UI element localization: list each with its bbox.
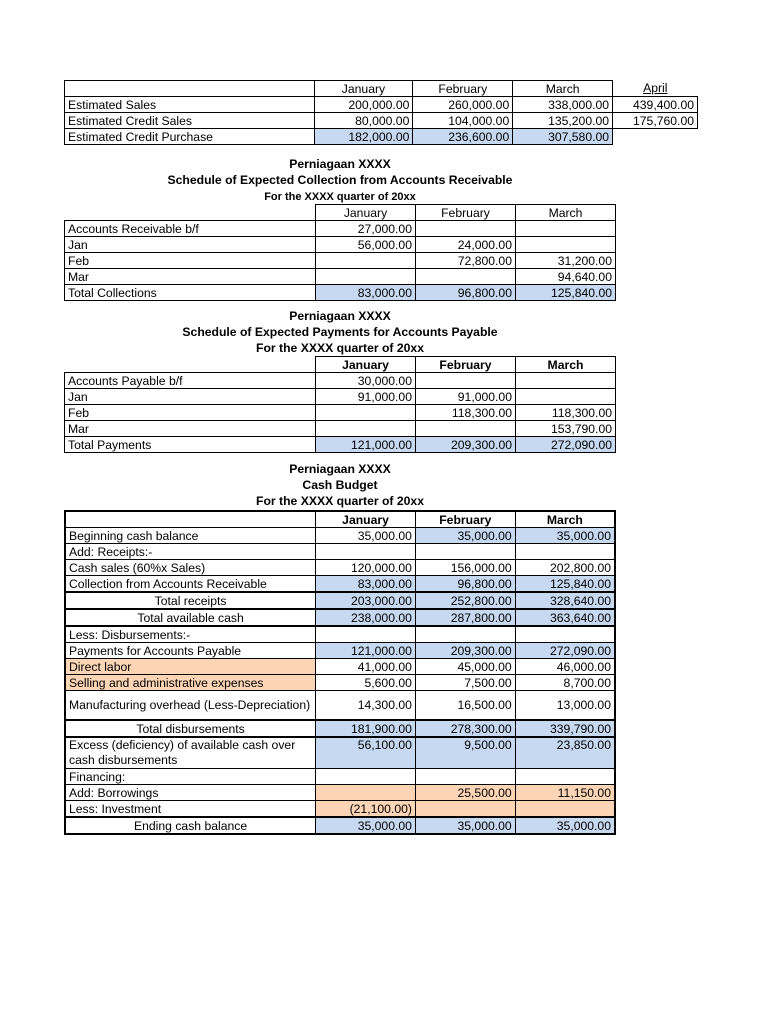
budget-header-feb: February xyxy=(415,511,515,528)
summary-cell: 104,000.00 xyxy=(413,113,513,129)
budget-cell: 14,300.00 xyxy=(316,691,416,721)
payments-total-cell: 209,300.00 xyxy=(416,437,516,453)
budget-cell xyxy=(415,801,515,818)
summary-cell: 182,000.00 xyxy=(314,129,413,145)
summary-header-blank xyxy=(65,81,315,97)
budget-cell xyxy=(515,769,615,785)
budget-cell: 156,000.00 xyxy=(415,560,515,576)
budget-cell xyxy=(316,544,416,560)
budget-cell: 35,000.00 xyxy=(316,817,416,834)
collection-row-label: Accounts Receivable b/f xyxy=(65,221,316,237)
collection-cell xyxy=(416,269,516,285)
budget-cell: 121,000.00 xyxy=(316,643,416,659)
payments-total-label: Total Payments xyxy=(65,437,316,453)
collection-cell: 56,000.00 xyxy=(316,237,416,253)
payments-cell: 91,000.00 xyxy=(416,389,516,405)
collection-header-mar: March xyxy=(516,205,616,221)
budget-cell: 41,000.00 xyxy=(316,659,416,675)
payments-header-blank xyxy=(65,357,316,373)
summary-cell: 236,600.00 xyxy=(413,129,513,145)
budget-row-label: Excess (deficiency) of available cash over cash disbursements xyxy=(65,737,316,769)
collection-row-label: Mar xyxy=(65,269,316,285)
summary-row-label: Estimated Credit Purchase xyxy=(65,129,315,145)
budget-cell: 7,500.00 xyxy=(415,675,515,691)
budget-subtotal-label: Total receipts xyxy=(65,592,316,609)
payments-cell xyxy=(316,405,416,421)
budget-cell: (21,100.00) xyxy=(316,801,416,818)
summary-header-apr: April xyxy=(613,81,698,97)
payments-total-cell: 121,000.00 xyxy=(316,437,416,453)
budget-cell: 25,500.00 xyxy=(415,785,515,801)
budget-cell: 202,800.00 xyxy=(515,560,615,576)
collection-row-label: Feb xyxy=(65,253,316,269)
cash-budget-table xyxy=(64,510,616,835)
budget-cell xyxy=(316,769,416,785)
budget-cell: 9,500.00 xyxy=(415,737,515,769)
budget-cell: 16,500.00 xyxy=(415,691,515,721)
budget-header-blank xyxy=(65,511,316,528)
budget-row-label: Payments for Accounts Payable xyxy=(65,643,316,659)
budget-header-mar: March xyxy=(515,511,615,528)
summary-cell: 200,000.00 xyxy=(314,97,413,113)
payments-cell: 91,000.00 xyxy=(316,389,416,405)
budget-cell: 238,000.00 xyxy=(316,609,416,626)
budget-cell: 35,000.00 xyxy=(515,528,615,544)
budget-cell: 96,800.00 xyxy=(415,576,515,593)
budget-row-label: Less: Investment xyxy=(65,801,316,818)
budget-row-label: Financing: xyxy=(65,769,316,785)
collection-total-cell: 96,800.00 xyxy=(416,285,516,301)
payments-total-cell: 272,090.00 xyxy=(516,437,616,453)
collection-cell: 27,000.00 xyxy=(316,221,416,237)
sales-summary-table xyxy=(64,80,698,145)
collection-row-label: Jan xyxy=(65,237,316,253)
payments-row-label: Mar xyxy=(65,421,316,437)
budget-cell: 203,000.00 xyxy=(316,592,416,609)
collection-cell xyxy=(316,253,416,269)
payments-company: Perniagaan XXXX xyxy=(289,309,391,323)
budget-cell: 35,000.00 xyxy=(515,817,615,834)
payments-table xyxy=(64,356,616,453)
collection-cell: 31,200.00 xyxy=(516,253,616,269)
payments-title: Schedule of Expected Payments for Accounts Payable xyxy=(182,325,498,339)
budget-cell xyxy=(515,801,615,818)
budget-cell: 5,600.00 xyxy=(316,675,416,691)
budget-cell: 83,000.00 xyxy=(316,576,416,593)
summary-header-jan: January xyxy=(314,81,413,97)
summary-cell: 307,580.00 xyxy=(513,129,613,145)
summary-cell: 80,000.00 xyxy=(314,113,413,129)
budget-subtotal-label: Total disbursements xyxy=(65,720,316,737)
payments-cell xyxy=(416,373,516,389)
collection-title: Schedule of Expected Collection from Accounts Receivable xyxy=(167,173,513,187)
budget-row-label: Less: Disbursements:- xyxy=(65,626,316,643)
summary-cell: 338,000.00 xyxy=(513,97,613,113)
summary-row-label: Estimated Credit Sales xyxy=(65,113,315,129)
budget-row-label: Selling and administrative expenses xyxy=(65,675,316,691)
budget-title: Cash Budget xyxy=(302,478,378,492)
budget-cell: 363,640.00 xyxy=(515,609,615,626)
budget-cell: 23,850.00 xyxy=(515,737,615,769)
payments-header-feb: February xyxy=(416,357,516,373)
collection-cell xyxy=(416,221,516,237)
summary-row-label: Estimated Sales xyxy=(65,97,315,113)
payments-row-label: Feb xyxy=(65,405,316,421)
budget-row-label: Cash sales (60%x Sales) xyxy=(65,560,316,576)
collection-cell xyxy=(516,237,616,253)
budget-cell: 35,000.00 xyxy=(415,817,515,834)
collection-company: Perniagaan XXXX xyxy=(289,157,391,171)
budget-cell xyxy=(415,769,515,785)
collection-header-feb: February xyxy=(416,205,516,221)
payments-cell: 118,300.00 xyxy=(516,405,616,421)
collection-total-cell: 83,000.00 xyxy=(316,285,416,301)
budget-cell: 13,000.00 xyxy=(515,691,615,721)
budget-cell: 46,000.00 xyxy=(515,659,615,675)
collection-header-jan: January xyxy=(316,205,416,221)
summary-cell: 439,400.00 xyxy=(613,97,698,113)
summary-cell: 175,760.00 xyxy=(613,113,698,129)
budget-row-label: Collection from Accounts Receivable xyxy=(65,576,316,593)
budget-cell: 181,900.00 xyxy=(316,720,416,737)
collection-cell: 24,000.00 xyxy=(416,237,516,253)
collection-cell xyxy=(516,221,616,237)
budget-period: For the XXXX quarter of 20xx xyxy=(256,494,424,508)
summary-cell: 135,200.00 xyxy=(513,113,613,129)
budget-row-label: Direct labor xyxy=(65,659,316,675)
collection-period: For the XXXX quarter of 20xx xyxy=(264,191,416,203)
payments-row-label: Accounts Payable b/f xyxy=(65,373,316,389)
budget-cell: 278,300.00 xyxy=(415,720,515,737)
payments-header-jan: January xyxy=(316,357,416,373)
budget-cell xyxy=(415,544,515,560)
budget-cell: 8,700.00 xyxy=(515,675,615,691)
budget-cell: 287,800.00 xyxy=(415,609,515,626)
budget-cell: 209,300.00 xyxy=(415,643,515,659)
budget-ending-label: Ending cash balance xyxy=(65,817,316,834)
budget-row-label: Manufacturing overhead (Less-Depreciation) xyxy=(65,691,316,721)
budget-cell: 272,090.00 xyxy=(515,643,615,659)
budget-cell xyxy=(316,626,416,643)
budget-cell: 56,100.00 xyxy=(316,737,416,769)
budget-cell xyxy=(316,785,416,801)
budget-cell xyxy=(515,626,615,643)
budget-cell: 11,150.00 xyxy=(515,785,615,801)
budget-row-label: Beginning cash balance xyxy=(65,528,316,544)
budget-cell xyxy=(515,544,615,560)
payments-cell: 118,300.00 xyxy=(416,405,516,421)
budget-row-label: Add: Receipts:- xyxy=(65,544,316,560)
budget-cell: 125,840.00 xyxy=(515,576,615,593)
budget-row-label: Add: Borrowings xyxy=(65,785,316,801)
budget-cell: 328,640.00 xyxy=(515,592,615,609)
budget-cell: 252,800.00 xyxy=(415,592,515,609)
summary-header-feb: February xyxy=(413,81,513,97)
payments-row-label: Jan xyxy=(65,389,316,405)
payments-cell xyxy=(316,421,416,437)
budget-subtotal-label: Total available cash xyxy=(65,609,316,626)
collection-total-label: Total Collections xyxy=(65,285,316,301)
budget-header-jan: January xyxy=(316,511,416,528)
collection-cell: 72,800.00 xyxy=(416,253,516,269)
summary-cell: 260,000.00 xyxy=(413,97,513,113)
collection-header-blank xyxy=(65,205,316,221)
collection-cell: 94,640.00 xyxy=(516,269,616,285)
collection-table xyxy=(64,204,616,301)
collection-cell xyxy=(316,269,416,285)
summary-header-mar: March xyxy=(513,81,613,97)
payments-cell xyxy=(516,373,616,389)
collection-total-cell: 125,840.00 xyxy=(516,285,616,301)
payments-cell: 30,000.00 xyxy=(316,373,416,389)
budget-cell: 35,000.00 xyxy=(415,528,515,544)
budget-cell: 45,000.00 xyxy=(415,659,515,675)
budget-cell: 339,790.00 xyxy=(515,720,615,737)
payments-cell xyxy=(516,389,616,405)
payments-cell: 153,790.00 xyxy=(516,421,616,437)
payments-cell xyxy=(416,421,516,437)
budget-company: Perniagaan XXXX xyxy=(289,462,391,476)
payments-period: For the XXXX quarter of 20xx xyxy=(256,341,424,355)
summary-cell-empty xyxy=(613,129,698,145)
budget-cell xyxy=(415,626,515,643)
payments-header-mar: March xyxy=(516,357,616,373)
budget-cell: 120,000.00 xyxy=(316,560,416,576)
budget-cell: 35,000.00 xyxy=(316,528,416,544)
